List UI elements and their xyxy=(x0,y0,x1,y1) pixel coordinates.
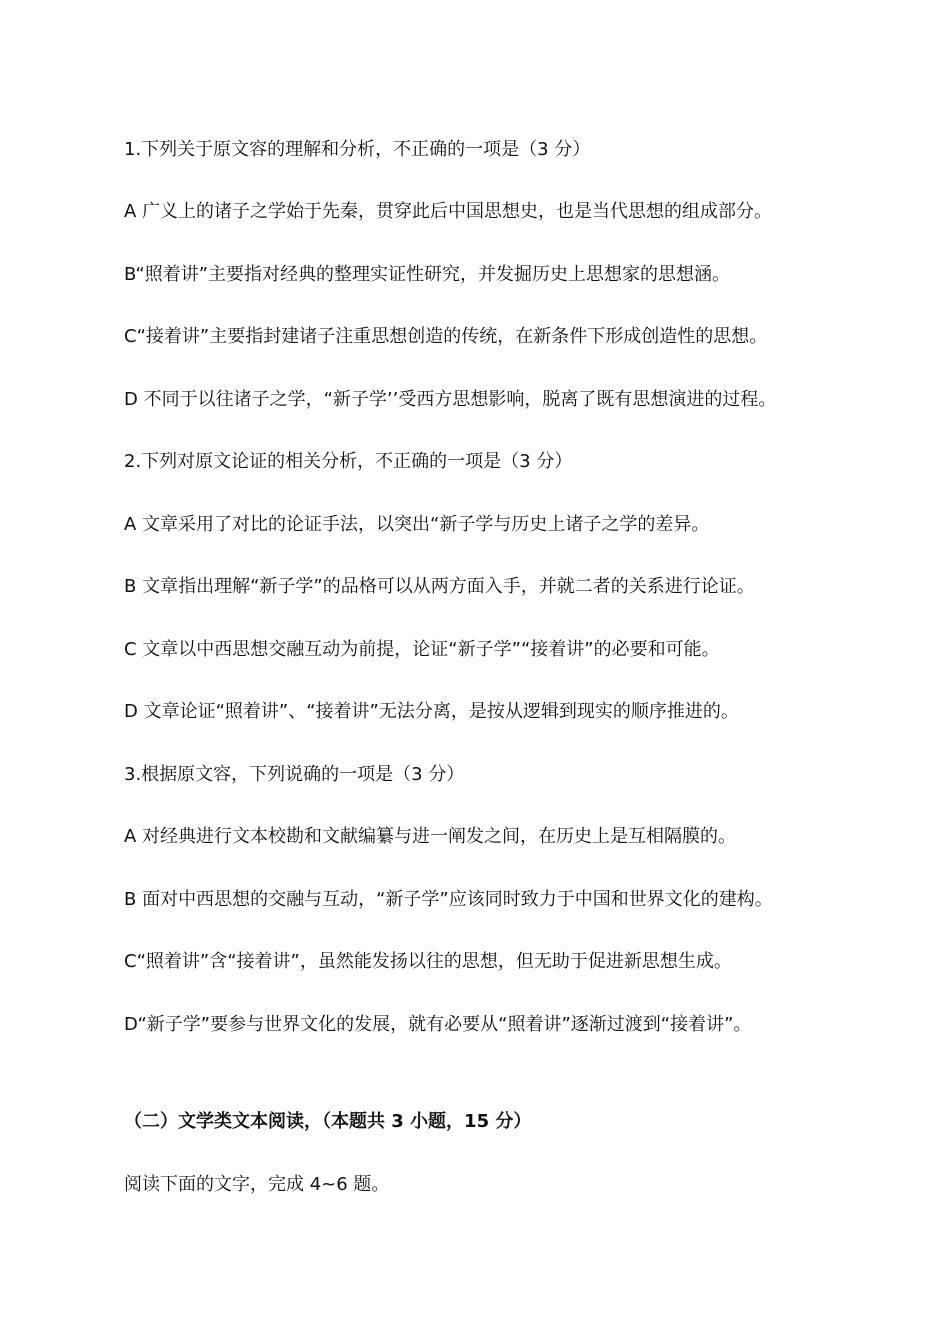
question-1-option-c: C“接着讲”主要指封建诸子注重思想创造的传统，在新条件下形成创造性的思想。 xyxy=(124,326,768,347)
question-3-option-d: D“新子学”要参与世界文化的发展，就有必要从“照着讲”逐渐过渡到“接着讲”。 xyxy=(124,1014,752,1035)
question-2-option-c: C 文章以中西思想交融互动为前提，论证“新子学”“接着讲”的必要和可能。 xyxy=(124,639,720,660)
question-2-option-a: A 文章采用了对比的论证手法，以突出“新子学与历史上诸子之学的差异。 xyxy=(124,514,710,535)
section-instruction: 阅读下面的文字，完成 4~6 题。 xyxy=(124,1174,390,1195)
question-2-stem: 2.下列对原文论证的相关分析，不正确的一项是（3 分） xyxy=(124,451,573,472)
question-3-option-a: A 对经典进行文本校勘和文献编纂与进一阐发之间，在历史上是互相隔膜的。 xyxy=(124,826,737,847)
question-1-option-a: A 广义上的诸子之学始于先秦，贯穿此后中国思想史，也是当代思想的组成部分。 xyxy=(124,201,773,222)
question-3-option-b: B 面对中西思想的交融与互动，“新子学”应该同时致力于中国和世界文化的建构。 xyxy=(124,889,773,910)
question-1-stem: 1.下列关于原文容的理解和分析，不正确的一项是（3 分） xyxy=(124,139,591,160)
question-2-option-b: B 文章指出理解“新子学”的品格可以从两方面入手，并就二者的关系进行论证。 xyxy=(124,576,755,597)
question-1-option-d: D 不同于以往诸子之学，“新子学’’受西方思想影响，脱离了既有思想演进的过程。 xyxy=(124,389,777,410)
question-2-option-d: D 文章论证“照着讲”、“接着讲”无法分离，是按从逻辑到现实的顺序推进的。 xyxy=(124,701,739,722)
question-3-stem: 3.根据原文容，下列说确的一项是（3 分） xyxy=(124,764,465,785)
question-1-option-b: B“照着讲”主要指对经典的整理实证性研究，并发掘历史上思想家的思想涵。 xyxy=(124,264,731,285)
question-3-option-c: C“照着讲”含“接着讲”，虽然能发扬以往的思想，但无助于促进新思想生成。 xyxy=(124,951,732,972)
section-heading: （二）文学类文本阅读，（本题共 3 小题，15 分） xyxy=(124,1111,532,1132)
